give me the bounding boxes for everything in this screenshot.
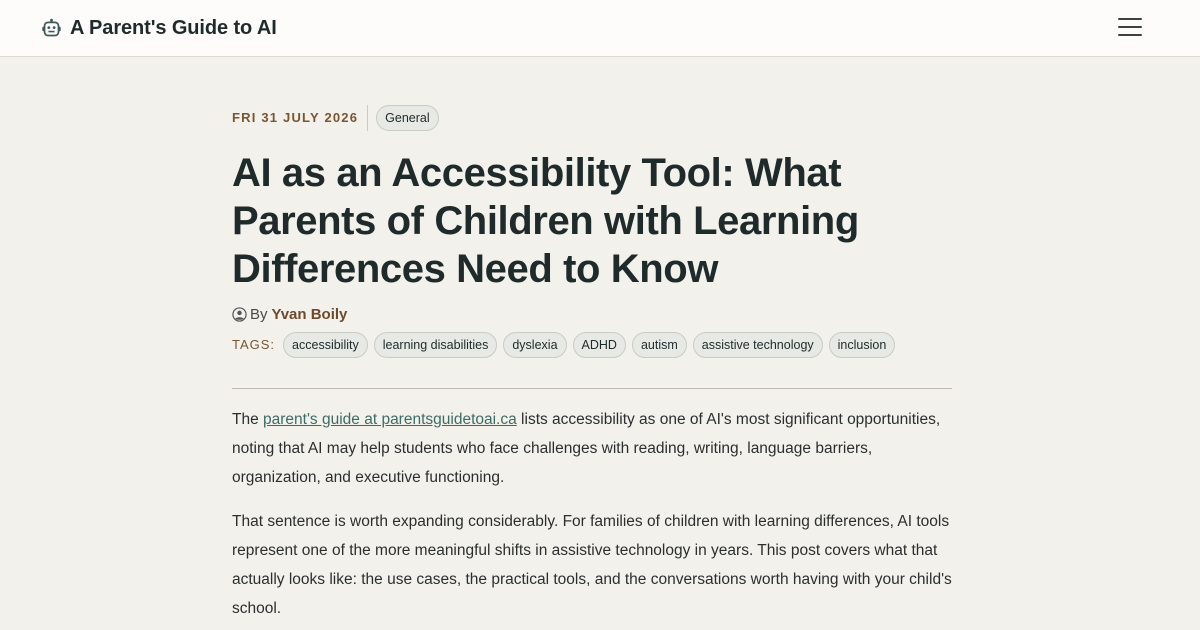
tag-chip-assistive-technology[interactable]: assistive technology bbox=[693, 332, 823, 358]
post-meta bbox=[232, 104, 968, 131]
menu-bar bbox=[1118, 18, 1142, 20]
menu-bar bbox=[1118, 34, 1142, 36]
post-date: FRI 31 JULY 2026 bbox=[232, 110, 359, 125]
tag-chip-inclusion[interactable]: inclusion bbox=[829, 332, 896, 358]
body-paragraph bbox=[232, 405, 952, 492]
post-title: AI as an Accessibility Tool: What Parents of Children with Learning Differences Need to Know bbox=[232, 151, 859, 291]
site-title: A Parent's Guide to AI bbox=[70, 16, 277, 39]
meta-divider bbox=[367, 105, 368, 131]
site-home-link[interactable] bbox=[41, 16, 277, 40]
tags-label: TAGS: bbox=[232, 337, 276, 352]
p1-before: The bbox=[232, 411, 264, 428]
tag-chip-dyslexia[interactable]: dyslexia bbox=[503, 332, 566, 358]
tag-chip-accessibility[interactable]: accessibility bbox=[283, 332, 368, 358]
hamburger-menu-icon[interactable] bbox=[1117, 16, 1144, 40]
category-chip[interactable]: General bbox=[376, 105, 438, 131]
body-paragraph: That sentence is worth expanding considerably. For families of children with learning differences, AI tools represent one of the more meaningful shifts in assistive technology in years. This post covers what that actually looks like: the use cases, the practical tools, and the conversations worth having with your child's school. bbox=[232, 513, 952, 617]
site-header bbox=[0, 0, 1200, 57]
tag-chip-learning-disabilities[interactable]: learning disabilities bbox=[374, 332, 498, 358]
content-divider bbox=[232, 388, 952, 389]
p1-after: lists accessibility as one of AI's most significant opportunities, noting that AI may help students who face challenges with reading, writing, language barriers, organization, and executive functioning. bbox=[232, 411, 941, 486]
author-link[interactable]: Yvan Boily bbox=[271, 305, 348, 323]
robot-icon bbox=[41, 18, 62, 39]
tag-chip-adhd[interactable]: ADHD bbox=[573, 332, 626, 358]
menu-bar bbox=[1118, 26, 1142, 28]
byline bbox=[232, 303, 968, 325]
post-body bbox=[232, 405, 952, 623]
byline-prefix: By bbox=[250, 305, 268, 323]
tag-chip-autism[interactable]: autism bbox=[632, 332, 687, 358]
parents-guide-link[interactable]: parent's guide at parentsguidetoai.ca bbox=[263, 411, 517, 428]
tags-row bbox=[232, 331, 968, 358]
user-circle-icon bbox=[232, 307, 247, 322]
article bbox=[232, 104, 968, 630]
